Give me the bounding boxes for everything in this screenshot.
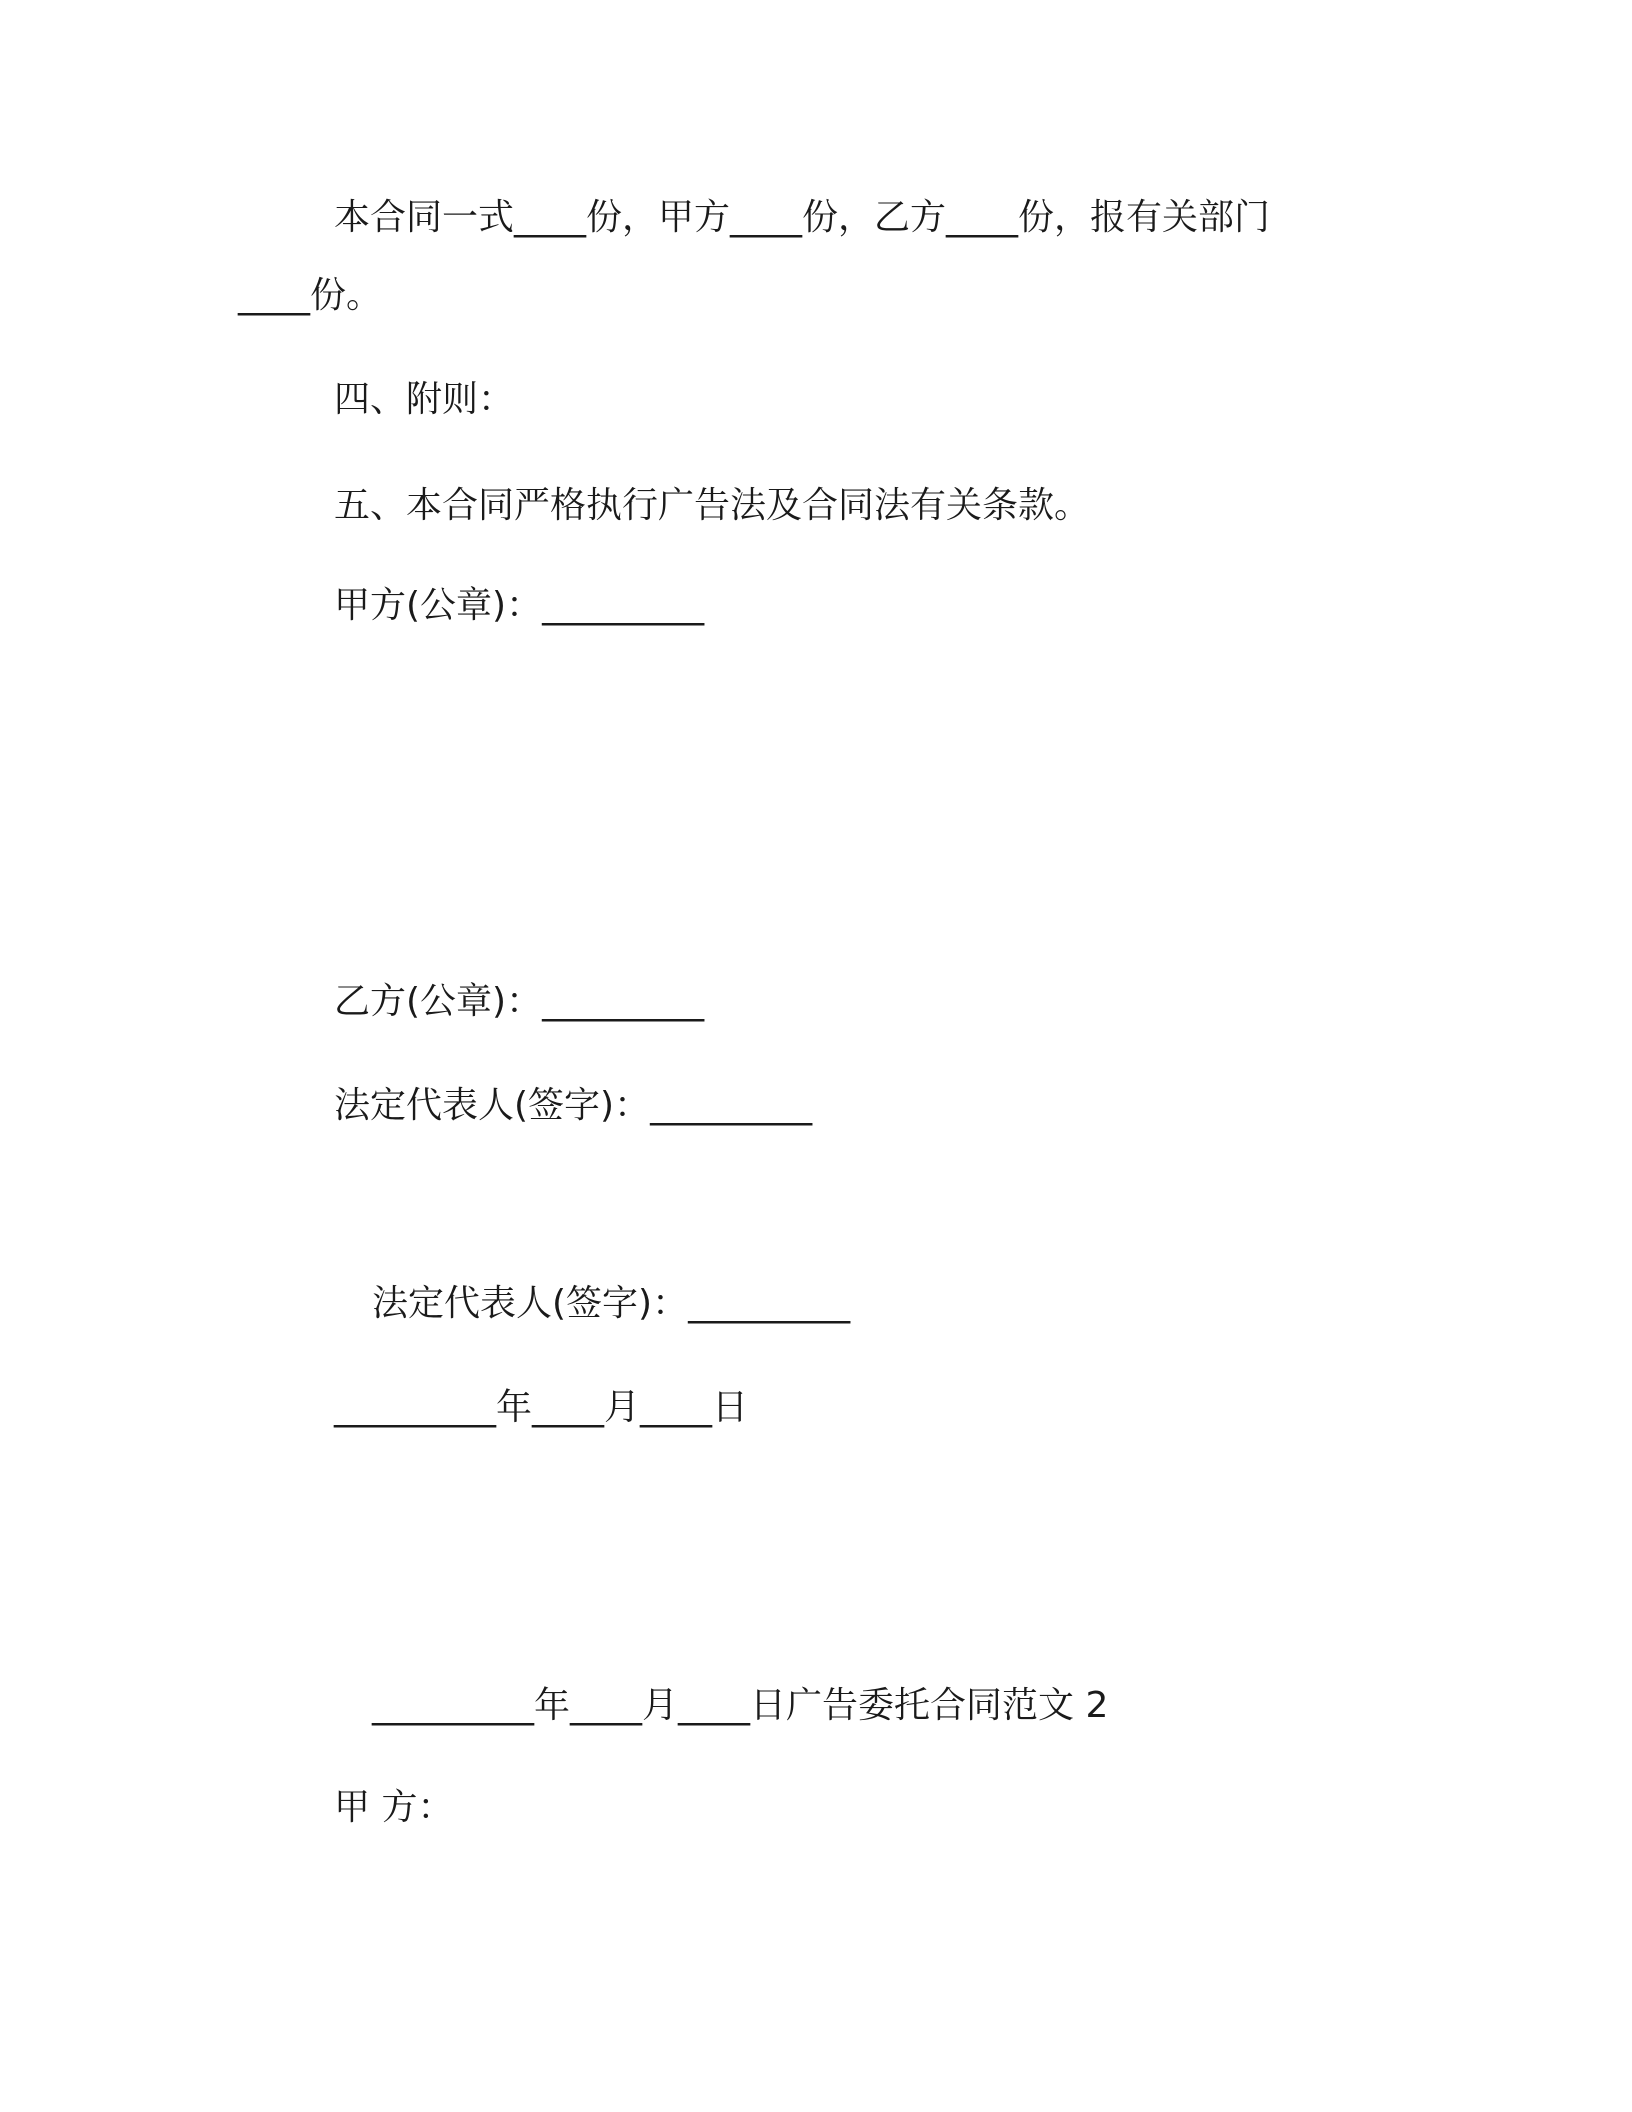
- legal-rep-signature-b: 法定代表人(签字)：_________: [372, 1283, 851, 1324]
- copies-clause-line-2: ____份。: [238, 275, 383, 316]
- law-clause: 五、本合同严格执行广告法及合同法有关条款。: [334, 485, 1091, 526]
- appendix-heading: 四、附则：: [334, 379, 515, 420]
- date-and-title-line: _________年____月____日广告委托合同范文 2: [372, 1685, 1109, 1726]
- legal-rep-signature-a: 法定代表人(签字)：_________: [334, 1085, 813, 1126]
- party-a-label: 甲 方：: [334, 1787, 454, 1828]
- copies-clause-line-1: 本合同一式____份，甲方____份，乙方____份，报有关部门: [334, 197, 1271, 238]
- party-a-seal: 甲方(公章)：_________: [334, 585, 705, 626]
- date-line: _________年____月____日: [334, 1387, 748, 1428]
- party-b-seal: 乙方(公章)：_________: [334, 981, 705, 1022]
